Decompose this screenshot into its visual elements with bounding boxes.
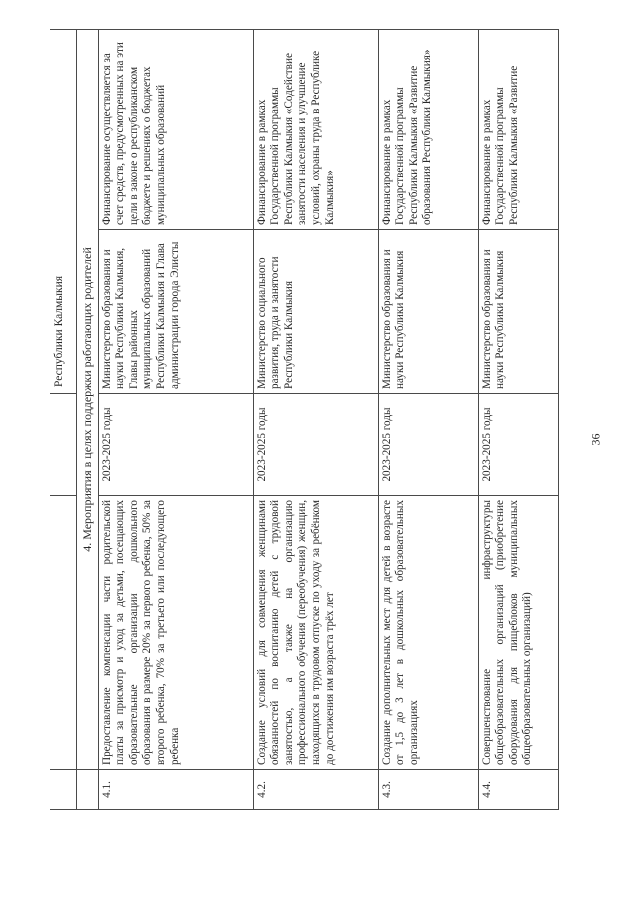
- executor-cell: Министерство социального развития, труда и занятости Республики Калмыкия: [253, 230, 378, 394]
- funding-cell: Финансирование в рамках Государственной программы Республики Калмыкия «Развитие: [478, 29, 558, 229]
- rotated-page: [50, 30, 590, 810]
- table-row: [253, 29, 378, 809]
- region-label: Республики Калмыкия: [50, 29, 76, 393]
- funding-cell: Финансирование в рамках Государственной программы Республики Калмыкия «Содействие занятости населения и улучшение условий, охраны труда в Республике Калмыкия»: [253, 29, 378, 229]
- row-number: 4.4.: [478, 770, 558, 810]
- period-cell: 2023-2025 годы: [98, 394, 253, 496]
- executor-cell: Министерство образования и науки Республики Калмыкия: [378, 230, 478, 394]
- period-cell: 2023-2025 годы: [253, 394, 378, 496]
- period-cell: 2023-2025 годы: [478, 394, 558, 496]
- empty-cell: [76, 770, 98, 810]
- row-number: 4.1.: [98, 770, 253, 810]
- measure-cell: Создание дополнительных мест для детей в возрасте от 1,5 до 3 лет в дошкольных образовательных организациях: [378, 496, 478, 770]
- empty-cell: [50, 394, 76, 496]
- table-row: [98, 29, 253, 809]
- funding-cell: Финансирование в рамках Государственной программы Республики Калмыкия «Развитие образования Республики Калмыкия»: [378, 29, 478, 229]
- measures-table: [50, 29, 559, 810]
- page-number: 36: [588, 433, 603, 446]
- measure-cell: Совершенствование инфраструктуры общеобразовательных организаций (приобретение оборудования для пищеблоков муниципальных общеобразовательных организаций): [478, 496, 558, 770]
- period-cell: 2023-2025 годы: [378, 394, 478, 496]
- empty-cell: [50, 496, 76, 770]
- executor-cell: Министерство образования и науки Республики Калмыкия, Главы районных муниципальных образований Республики Калмыкия и Глава администрации города Элисты: [98, 230, 253, 394]
- row-number: 4.3.: [378, 770, 478, 810]
- executor-cell: Министерство образования и науки Республики Калмыкия: [478, 230, 558, 394]
- measure-cell: Создание условий для совмещения женщинами обязанностей по воспитанию детей с трудовой занятостью, а также на организацию профессионального обучения (переобучения) женщин, находящихся в трудовом отпуске по уходу за ребёнком до достижения им возраста трёх лет: [253, 496, 378, 770]
- table-row: [378, 29, 478, 809]
- region-row: [50, 29, 76, 809]
- table-row: [478, 29, 558, 809]
- funding-cell: Финансирование осуществляется за счет средств, предусмотренных на эти цели в законе о республиканском бюджете и решениях о бюджетах муниципальных образований: [98, 29, 253, 229]
- measure-cell: Предоставление компенсации части родительской платы за присмотр и уход за детьми, посещающих образовательные организации дошкольного образования в размере 20% за первого ребенка, 50% за второго ребенка, 70% за третьего или последующего ребенка: [98, 496, 253, 770]
- row-number: 4.2.: [253, 770, 378, 810]
- section-heading: 4. Мероприятия в целях поддержки работающих родителей: [76, 29, 98, 769]
- section-heading-row: [76, 29, 98, 809]
- empty-cell: [50, 770, 76, 810]
